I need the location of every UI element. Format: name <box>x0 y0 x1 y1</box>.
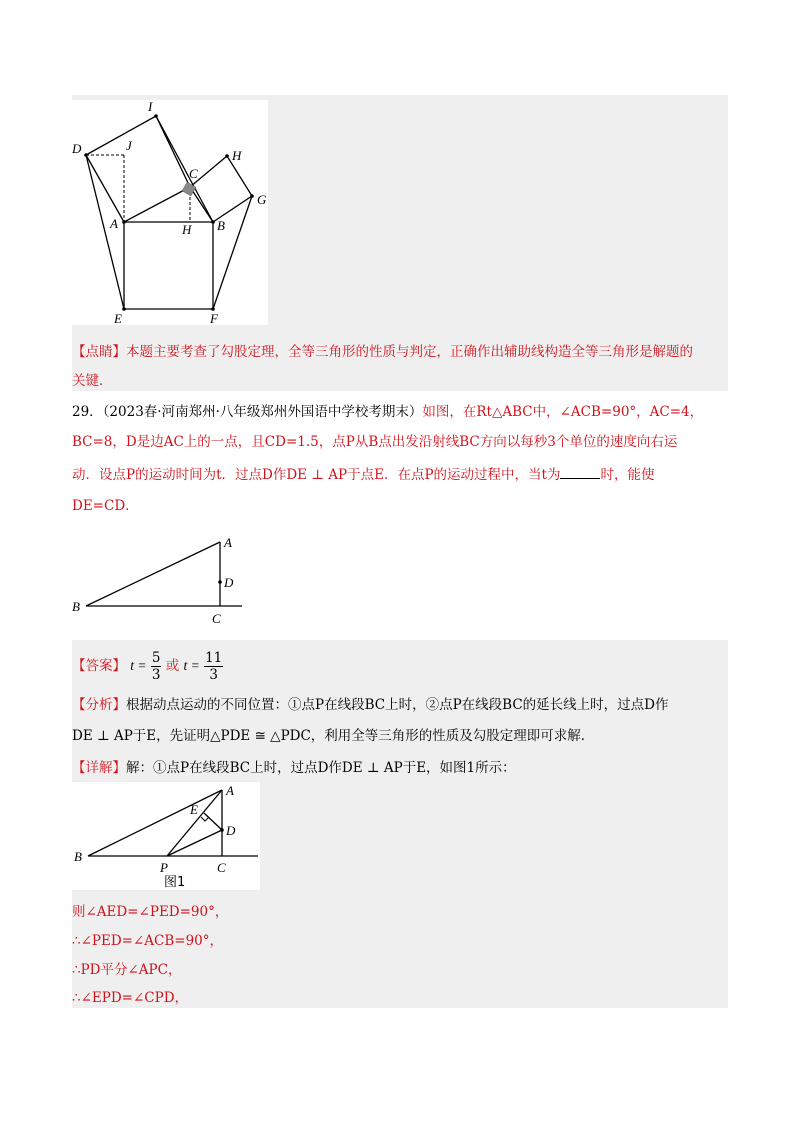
label-P: P <box>160 860 168 875</box>
label-H1: H <box>232 148 242 163</box>
label-D: D <box>224 575 234 590</box>
comment-line-2: 关键． <box>72 373 113 389</box>
answer-t1-lhs: t = <box>130 658 147 673</box>
comment-line-1 <box>72 343 693 361</box>
detail-tag: 【详解】 <box>72 760 126 776</box>
analysis-line-2: DE ⊥ AP于E，先证明△PDE ≅ △PDC，利用全等三角形的性质及勾股定理即可求解． <box>72 728 595 744</box>
label-H2: H <box>182 222 192 237</box>
comment-tag: 【点睛】 <box>72 344 126 360</box>
problem-text-3a: 动．设点P的运动时间为t．过点D作DE ⊥ AP于点E．在点P的运动过程中，当t为 <box>72 467 561 483</box>
figure-1 <box>72 782 260 890</box>
fraction-denominator: 3 <box>151 667 161 683</box>
label-E: E <box>114 311 122 325</box>
label-A: A <box>226 783 234 798</box>
label-A: A <box>224 535 232 550</box>
answer-line <box>72 648 223 684</box>
problem-line-3 <box>72 466 654 484</box>
answer-tag: 【答案】 <box>72 658 126 674</box>
label-D: D <box>226 823 236 838</box>
detail-line-1 <box>72 759 516 777</box>
fraction-5-3 <box>151 650 162 683</box>
triangle-figure <box>72 530 252 628</box>
analysis-tag: 【分析】 <box>72 697 126 713</box>
figure-1-caption: 图1 <box>164 875 186 890</box>
fraction-denominator: 3 <box>209 667 218 683</box>
problem-line-4: DE=CD． <box>72 498 139 514</box>
detail-text-1: 解：①点P在线段BC上时，过点D作DE ⊥ AP于E，如图1所示： <box>126 760 516 776</box>
problem-text-3b: 时，能使 <box>600 467 655 483</box>
answer-t2-lhs: t = <box>183 658 200 673</box>
analysis-text-1: 根据动点运动的不同位置：①点P在线段BC上时，②点P在线段BC的延长线上时，过点D作 <box>126 697 669 713</box>
step-4: ∴∠EPD=∠CPD， <box>72 990 189 1006</box>
problem-source: （2023春·河南郑州·八年级郑州外国语中学校考期末） <box>102 404 423 420</box>
problem-number: 29． <box>72 404 103 420</box>
step-1: 则∠AED=∠PED=90°， <box>72 904 229 920</box>
step-3: ∴PD平分∠APC， <box>72 962 182 978</box>
fraction-11-3 <box>204 650 223 683</box>
analysis-line-1 <box>72 696 669 714</box>
fraction-numerator: 5 <box>151 650 161 666</box>
problem-line-1 <box>72 403 703 421</box>
label-B: B <box>72 599 80 614</box>
label-C: C <box>189 166 198 181</box>
answer-or: 或 <box>165 658 180 674</box>
label-D: D <box>72 141 82 156</box>
problem-line-2: BC=8，D是边AC上的一点，且CD=1.5，点P从B点出发沿射线BC方向以每秒3个单位的速度向右运 <box>72 434 678 450</box>
label-E: E <box>190 802 198 817</box>
label-B: B <box>74 849 82 864</box>
label-J: J <box>126 138 132 153</box>
label-C: C <box>212 611 221 626</box>
label-A: A <box>110 216 118 231</box>
step-2: ∴∠PED=∠ACB=90°， <box>72 933 224 949</box>
label-G: G <box>257 192 267 207</box>
label-F: F <box>210 311 218 325</box>
label-B: B <box>217 218 225 233</box>
comment-text-1: 本题主要考查了勾股定理，全等三角形的性质与判定，正确作出辅助线构造全等三角形是解题的 <box>126 344 693 360</box>
label-C: C <box>217 860 226 875</box>
label-I: I <box>148 100 153 114</box>
pythagoras-figure <box>72 100 268 325</box>
problem-text-1: 如图，在Rt△ABC中，∠ACB=90°，AC=4， <box>422 404 704 420</box>
fraction-numerator: 11 <box>205 650 223 666</box>
answer-blank <box>560 466 600 479</box>
